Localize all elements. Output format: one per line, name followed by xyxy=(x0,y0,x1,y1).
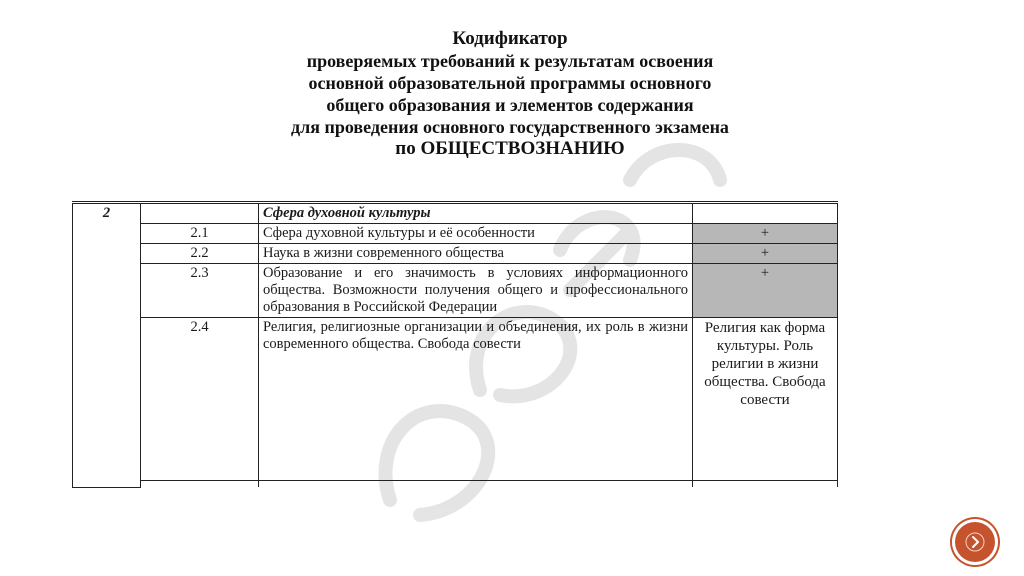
next-arrow-icon xyxy=(964,531,986,553)
table-row xyxy=(73,318,838,481)
section-title-cell xyxy=(259,203,693,224)
section-title: Сфера духовной культуры xyxy=(263,205,431,221)
row-text: Религия, религиозные организации и объединения, их роль в жизни современного общества. Свобода совести xyxy=(259,318,693,481)
cutoff-cell xyxy=(259,481,693,488)
title-line-5: для проведения основного государственного экзамена xyxy=(291,117,729,137)
section-row xyxy=(73,203,838,224)
table-row xyxy=(73,264,838,318)
row-code: 2.4 xyxy=(141,318,259,481)
title-line-1: Кодификатор xyxy=(452,28,568,49)
row-mark: + xyxy=(693,244,838,264)
title-line-3: основной образовательной программы основного xyxy=(308,73,712,93)
row-mark: + xyxy=(693,264,838,318)
section-number-cell xyxy=(73,203,141,488)
table-row xyxy=(73,244,838,264)
cutoff-cell xyxy=(141,481,259,488)
row-text: Образование и его значимость в условиях информационного общества. Возможности получения общего и профессионального образования в Российской Федерации xyxy=(259,264,693,318)
section-mark-cell xyxy=(693,203,838,224)
row-code: 2.3 xyxy=(141,264,259,318)
cutoff-cell xyxy=(693,481,838,488)
document-title xyxy=(200,28,820,160)
row-code: 2.2 xyxy=(141,244,259,264)
section-number: 2 xyxy=(102,205,111,221)
row-mark: Религия как форма культуры. Роль религии в жизни общества. Свобода совести xyxy=(693,318,838,481)
row-code: 2.1 xyxy=(141,224,259,244)
title-line-2: проверяемых требований к результатам освоения xyxy=(306,51,714,71)
row-text: Наука в жизни современного общества xyxy=(259,244,693,264)
table-row-cutoff xyxy=(73,481,838,488)
table-row xyxy=(73,224,838,244)
next-slide-button[interactable] xyxy=(955,522,995,562)
title-line-6: по ОБЩЕСТВОЗНАНИЮ xyxy=(395,138,625,159)
section-code-cell xyxy=(141,203,259,224)
codifier-table xyxy=(72,201,838,488)
row-text: Сфера духовной культуры и её особенности xyxy=(259,224,693,244)
row-mark: + xyxy=(693,224,838,244)
title-line-4: общего образования и элементов содержания xyxy=(326,95,694,115)
